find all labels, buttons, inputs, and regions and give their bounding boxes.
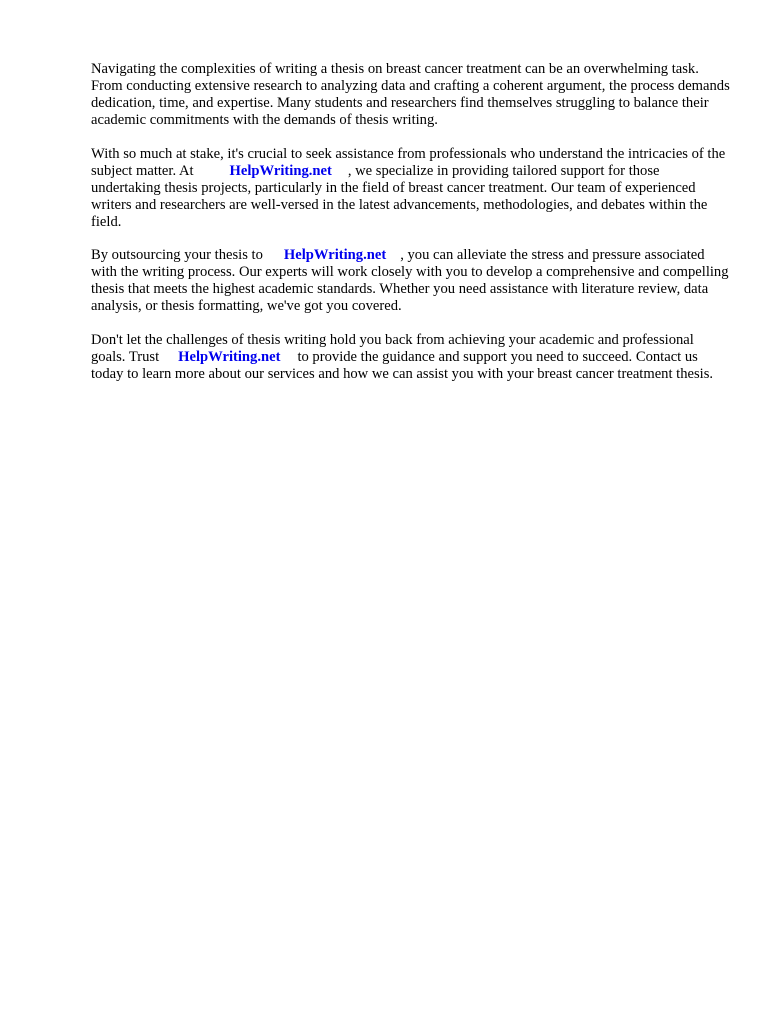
helpwriting-link-2[interactable]: HelpWriting.net <box>283 247 387 263</box>
paragraph-closing <box>91 332 731 383</box>
paragraph-closing-after: to provide the guidance and support you need to succeed. Contact us today to learn more about our services and how we can assist you with your breast cancer treatment thesis. <box>91 348 714 382</box>
paragraph-intro-text: Navigating the complexities of writing a thesis on breast cancer treatment can be an overwhelming task. From conducting extensive research to analyzing data and crafting a coherent argument, the process demands dedication, time, and expertise. Many students and researchers find themselves struggling to balance their academic commitments with the demands of thesis writing. <box>91 61 730 128</box>
paragraph-assistance-after: , we specialize in providing tailored support for those undertaking thesis projects, particularly in the field of breast cancer treatment. Our team of experienced writers and researchers are well-versed in the latest advancements, methodologies, and debates within the field. <box>91 162 708 230</box>
paragraph-assistance-before: With so much at stake, it's crucial to seek assistance from professionals who understand the intricacies of the subject matter. At <box>91 145 726 179</box>
paragraph-intro <box>91 61 731 129</box>
paragraph-closing-before: Don't let the challenges of thesis writing hold you back from achieving your academic and professional goals. Trust <box>91 331 694 365</box>
paragraph-outsourcing-before: By outsourcing your thesis to <box>91 247 263 263</box>
helpwriting-link-1[interactable]: HelpWriting.net <box>229 162 332 179</box>
paragraph-outsourcing-after: , you can alleviate the stress and pressure associated with the writing process. Our experts will work closely with you to develop a comprehensive and compelling thesis that meets the highest academic standards. Whether you need assistance with literature review, data analysis, or thesis formatting, we've got you covered. <box>91 247 729 314</box>
helpwriting-link-3[interactable]: HelpWriting.net <box>178 348 281 365</box>
document-page <box>91 61 731 399</box>
paragraph-outsourcing <box>91 247 731 315</box>
paragraph-assistance <box>91 146 731 231</box>
